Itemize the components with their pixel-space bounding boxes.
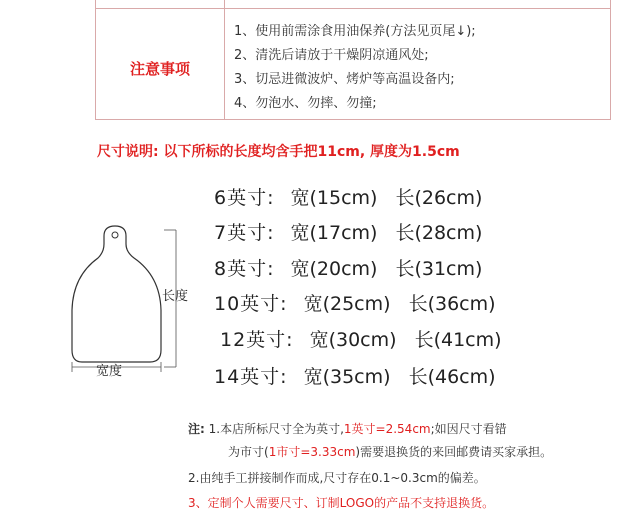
size-width: 宽(25cm): [303, 293, 391, 315]
size-label: 7英寸:: [214, 222, 275, 244]
size-width: 宽(30cm): [309, 329, 397, 351]
note-highlight: 1英寸=2.54cm: [343, 422, 431, 436]
size-length: 长(31cm): [395, 258, 483, 280]
note-line-1: [188, 420, 507, 437]
note-line-2: [228, 443, 552, 460]
size-width: 宽(17cm): [290, 222, 378, 244]
notice-item: 3、切忌进微波炉、烤炉等高温设备内;: [234, 72, 455, 87]
size-width: 宽(35cm): [303, 366, 391, 388]
size-row-7: [214, 218, 482, 248]
size-label: 14英寸:: [214, 366, 288, 388]
size-width: 宽(20cm): [290, 258, 378, 280]
size-label: 12英寸:: [220, 329, 294, 351]
notice-item: 4、勿泡水、勿摔、勿撞;: [234, 96, 377, 111]
size-row-10: [214, 289, 496, 319]
length-label: 长度: [162, 289, 189, 304]
size-label: 10英寸:: [214, 293, 288, 315]
size-label: 8英寸:: [214, 258, 275, 280]
note-line-3: 2.由纯手工拼接制作而成,尺寸存在0.1~0.3cm的偏差。: [188, 471, 486, 485]
notice-table: [95, 0, 611, 120]
size-row-12: [220, 325, 502, 355]
size-row-6: [214, 183, 482, 213]
note-line-4: 3、定制个人需要尺寸、订制LOGO的产品不支持退换货。: [188, 496, 495, 510]
size-length: 长(26cm): [395, 187, 483, 209]
size-row-14: [214, 362, 496, 392]
size-width: 宽(15cm): [290, 187, 378, 209]
size-heading: 尺寸说明: 以下所标的长度均含手把11cm, 厚度为1.5cm: [97, 144, 460, 160]
note-highlight: 1市寸=3.33cm: [268, 445, 356, 459]
notice-item: 2、清洗后请放于干燥阴凉通风处;: [234, 48, 429, 63]
notice-list: [234, 20, 476, 116]
note-text: )需要退换货的来回邮费请买家承担。: [355, 445, 553, 459]
note-text: ;如因尺寸看错: [430, 422, 507, 436]
size-label: 6英寸:: [214, 187, 275, 209]
size-length: 长(36cm): [408, 293, 496, 315]
size-length: 长(41cm): [414, 329, 502, 351]
note-prefix: 注:: [188, 422, 205, 436]
size-length: 长(28cm): [395, 222, 483, 244]
notice-item: 1、使用前需涂食用油保养(方法见页尾↓);: [234, 24, 476, 39]
size-length: 长(46cm): [408, 366, 496, 388]
note-text: 为市寸(: [228, 445, 269, 459]
notice-divider: [224, 0, 225, 119]
notice-top-line: [96, 8, 610, 9]
note-text: 1.本店所标尺寸全为英寸,: [208, 422, 344, 436]
notice-title: 注意事项: [129, 60, 190, 78]
width-label: 宽度: [96, 364, 123, 379]
size-row-8: [214, 254, 482, 284]
